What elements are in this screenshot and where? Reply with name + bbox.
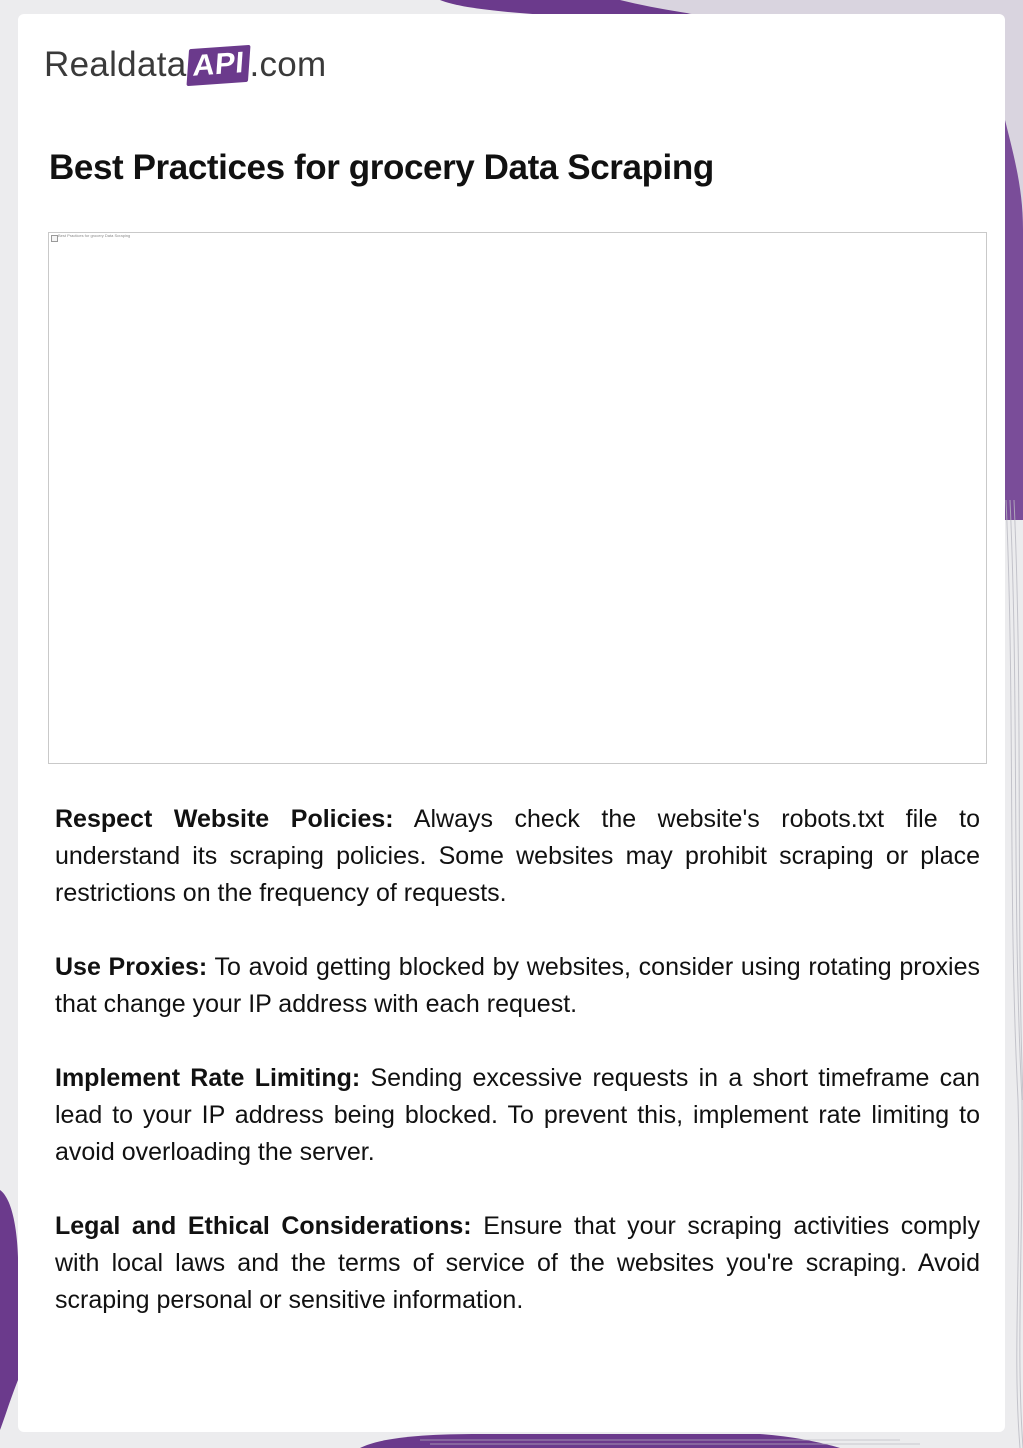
page-title: Best Practices for grocery Data Scraping [49, 148, 714, 187]
section-heading: Use Proxies: [55, 953, 208, 981]
article-body [55, 801, 980, 1356]
section-heading: Respect Website Policies: [55, 805, 394, 833]
logo-api-badge: API [186, 44, 250, 85]
section-use-proxies [55, 949, 980, 1023]
image-alt-text: Best Practices for grocery Data Scraping [58, 233, 131, 238]
broken-image-icon [51, 235, 58, 242]
section-legal-ethical [55, 1208, 980, 1319]
section-body: Ensure that your scraping activities comply with local laws and the terms of service of the websites you're scraping. Avoid scraping personal or sensitive information. [55, 1212, 980, 1314]
section-heading: Legal and Ethical Considerations: [55, 1212, 472, 1240]
section-respect-website-policies [55, 801, 980, 912]
logo-prefix: Realdata [44, 45, 187, 84]
section-implement-rate-limiting [55, 1060, 980, 1171]
article-image-placeholder [48, 232, 987, 764]
brand-logo[interactable] [44, 40, 326, 90]
section-body: Sending excessive requests in a short timeframe can lead to your IP address being blocked. To prevent this, implement rate limiting to avoid overloading the server. [55, 1064, 980, 1166]
logo-suffix: .com [249, 45, 327, 84]
section-heading: Implement Rate Limiting: [55, 1064, 361, 1092]
section-body: To avoid getting blocked by websites, consider using rotating proxies that change your IP address with each request. [55, 953, 980, 1018]
section-body: Always check the website's robots.txt file to understand its scraping policies. Some websites may prohibit scraping or place restrictions on the frequency of requests. [55, 805, 981, 907]
